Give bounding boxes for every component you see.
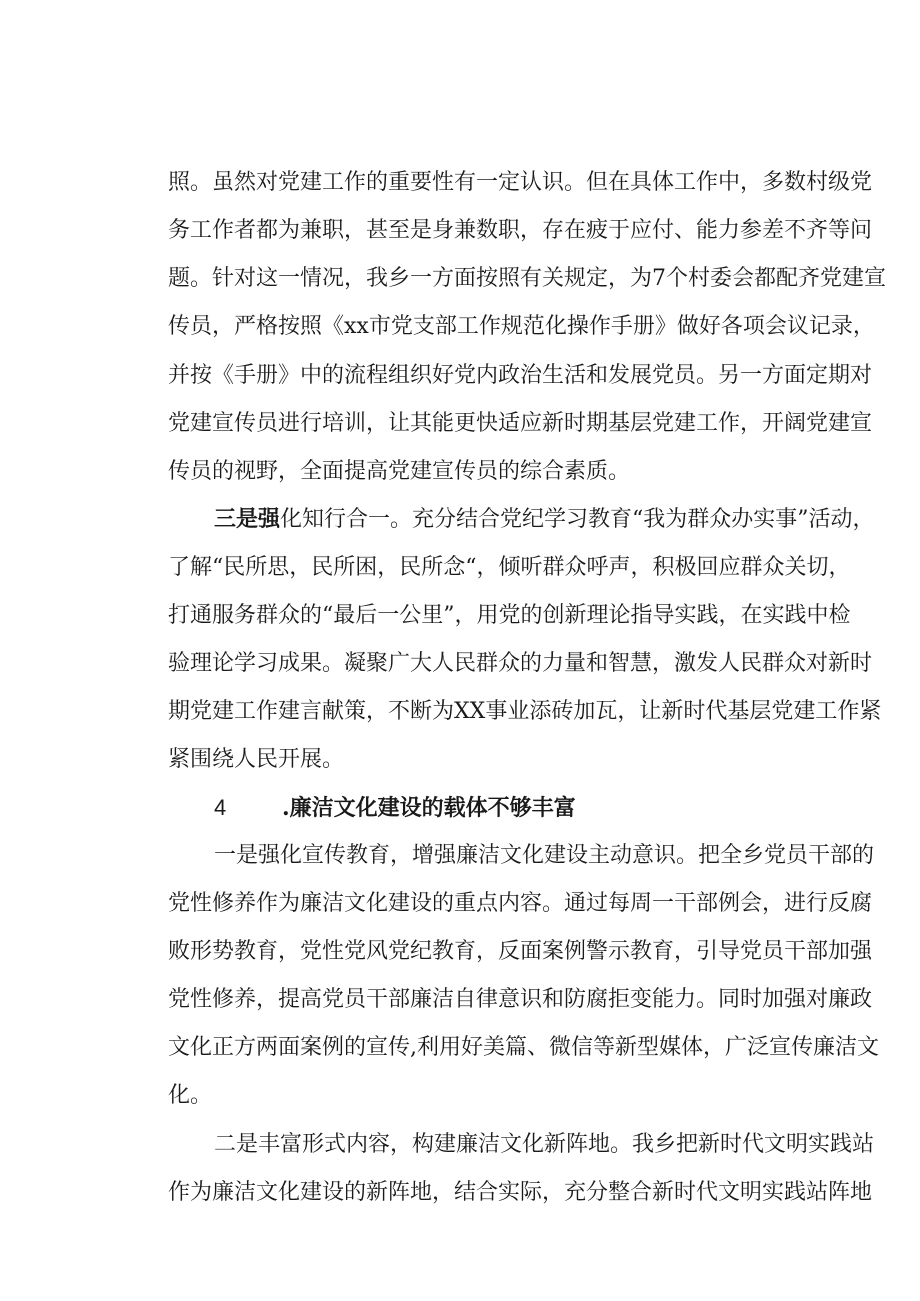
paragraph-line: 党性修养作为廉洁文化建设的重点内容。通过每周一干部例会，进行反腐 xyxy=(168,891,873,916)
section-heading xyxy=(214,793,576,824)
paragraph-line: 党性修养，提高党员干部廉洁自律意识和防腐拒变能力。同时加强对廉政 xyxy=(168,987,873,1012)
paragraph-line: 务工作者都为兼职，甚至是身兼数职，存在疲于应付、能力参差不齐等问 xyxy=(168,218,873,243)
paragraph-line: 紧围绕人民开展。 xyxy=(168,747,345,772)
paragraph-line: 题。针对这一情况，我乡一方面按照有关规定，为7个村委会都配齐党建宣 xyxy=(168,266,886,291)
paragraph-line: 了解“民所思，民所困，民所念“，倾听群众呼声，积极回应群众关切， xyxy=(168,555,851,580)
paragraph-line: 败形势教育，党性党风党纪教育，反面案例警示教育，引导党员干部加强 xyxy=(168,939,873,964)
paragraph-line: 传员，严格按照《xx市党支部工作规范化操作手册》做好各项会议记录， xyxy=(168,314,875,339)
paragraph-line: 作为廉洁文化建设的新阵地，结合实际，充分整合新时代文明实践站阵地 xyxy=(168,1180,873,1205)
paragraph-line: 传员的视野，全面提高党建宣传员的综合素质。 xyxy=(168,459,631,484)
paragraph-line: 打通服务群众的“最后一公里”，用党的创新理论指导实践，在实践中检 xyxy=(168,603,851,628)
paragraph-line: 化。 xyxy=(168,1083,213,1108)
paragraph-line: 验理论学习成果。凝聚广大人民群众的力量和智慧，激发人民群众对新时 xyxy=(168,651,873,676)
paragraph-line: 期党建工作建言献策，不断为XX事业添砖加瓦，让新时代基层党建工作紧 xyxy=(168,699,882,724)
paragraph-lead-rest: 化知行合一。充分结合党纪学习教育“我为群众办实事”活动， xyxy=(280,507,875,532)
paragraph-line: 党建宣传员进行培训，让其能更快适应新时期基层党建工作，开阔党建宣 xyxy=(168,411,873,436)
section-number: 4 xyxy=(214,795,227,820)
paragraph-first-line xyxy=(214,504,875,535)
section-title: .廉洁文化建设的载体不够丰富 xyxy=(282,795,576,821)
paragraph-first-line: 二是丰富形式内容，构建廉洁文化新阵地。我乡把新时代文明实践站 xyxy=(214,1132,875,1157)
paragraph-line: 并按《手册》中的流程组织好党内政治生活和发展党员。另一方面定期对 xyxy=(168,363,873,388)
paragraph-line: 照。虽然对党建工作的重要性有一定认识。但在具体工作中，多数村级党 xyxy=(168,170,873,195)
paragraph-lead-bold: 三是强 xyxy=(214,506,281,532)
paragraph-first-line: 一是强化宣传教育，增强廉洁文化建设主动意识。把全乡党员干部的 xyxy=(214,843,875,868)
paragraph-line: 文化正方两面案例的宣传,利用好美篇、微信等新型媒体，广泛宣传廉洁文 xyxy=(168,1035,879,1060)
